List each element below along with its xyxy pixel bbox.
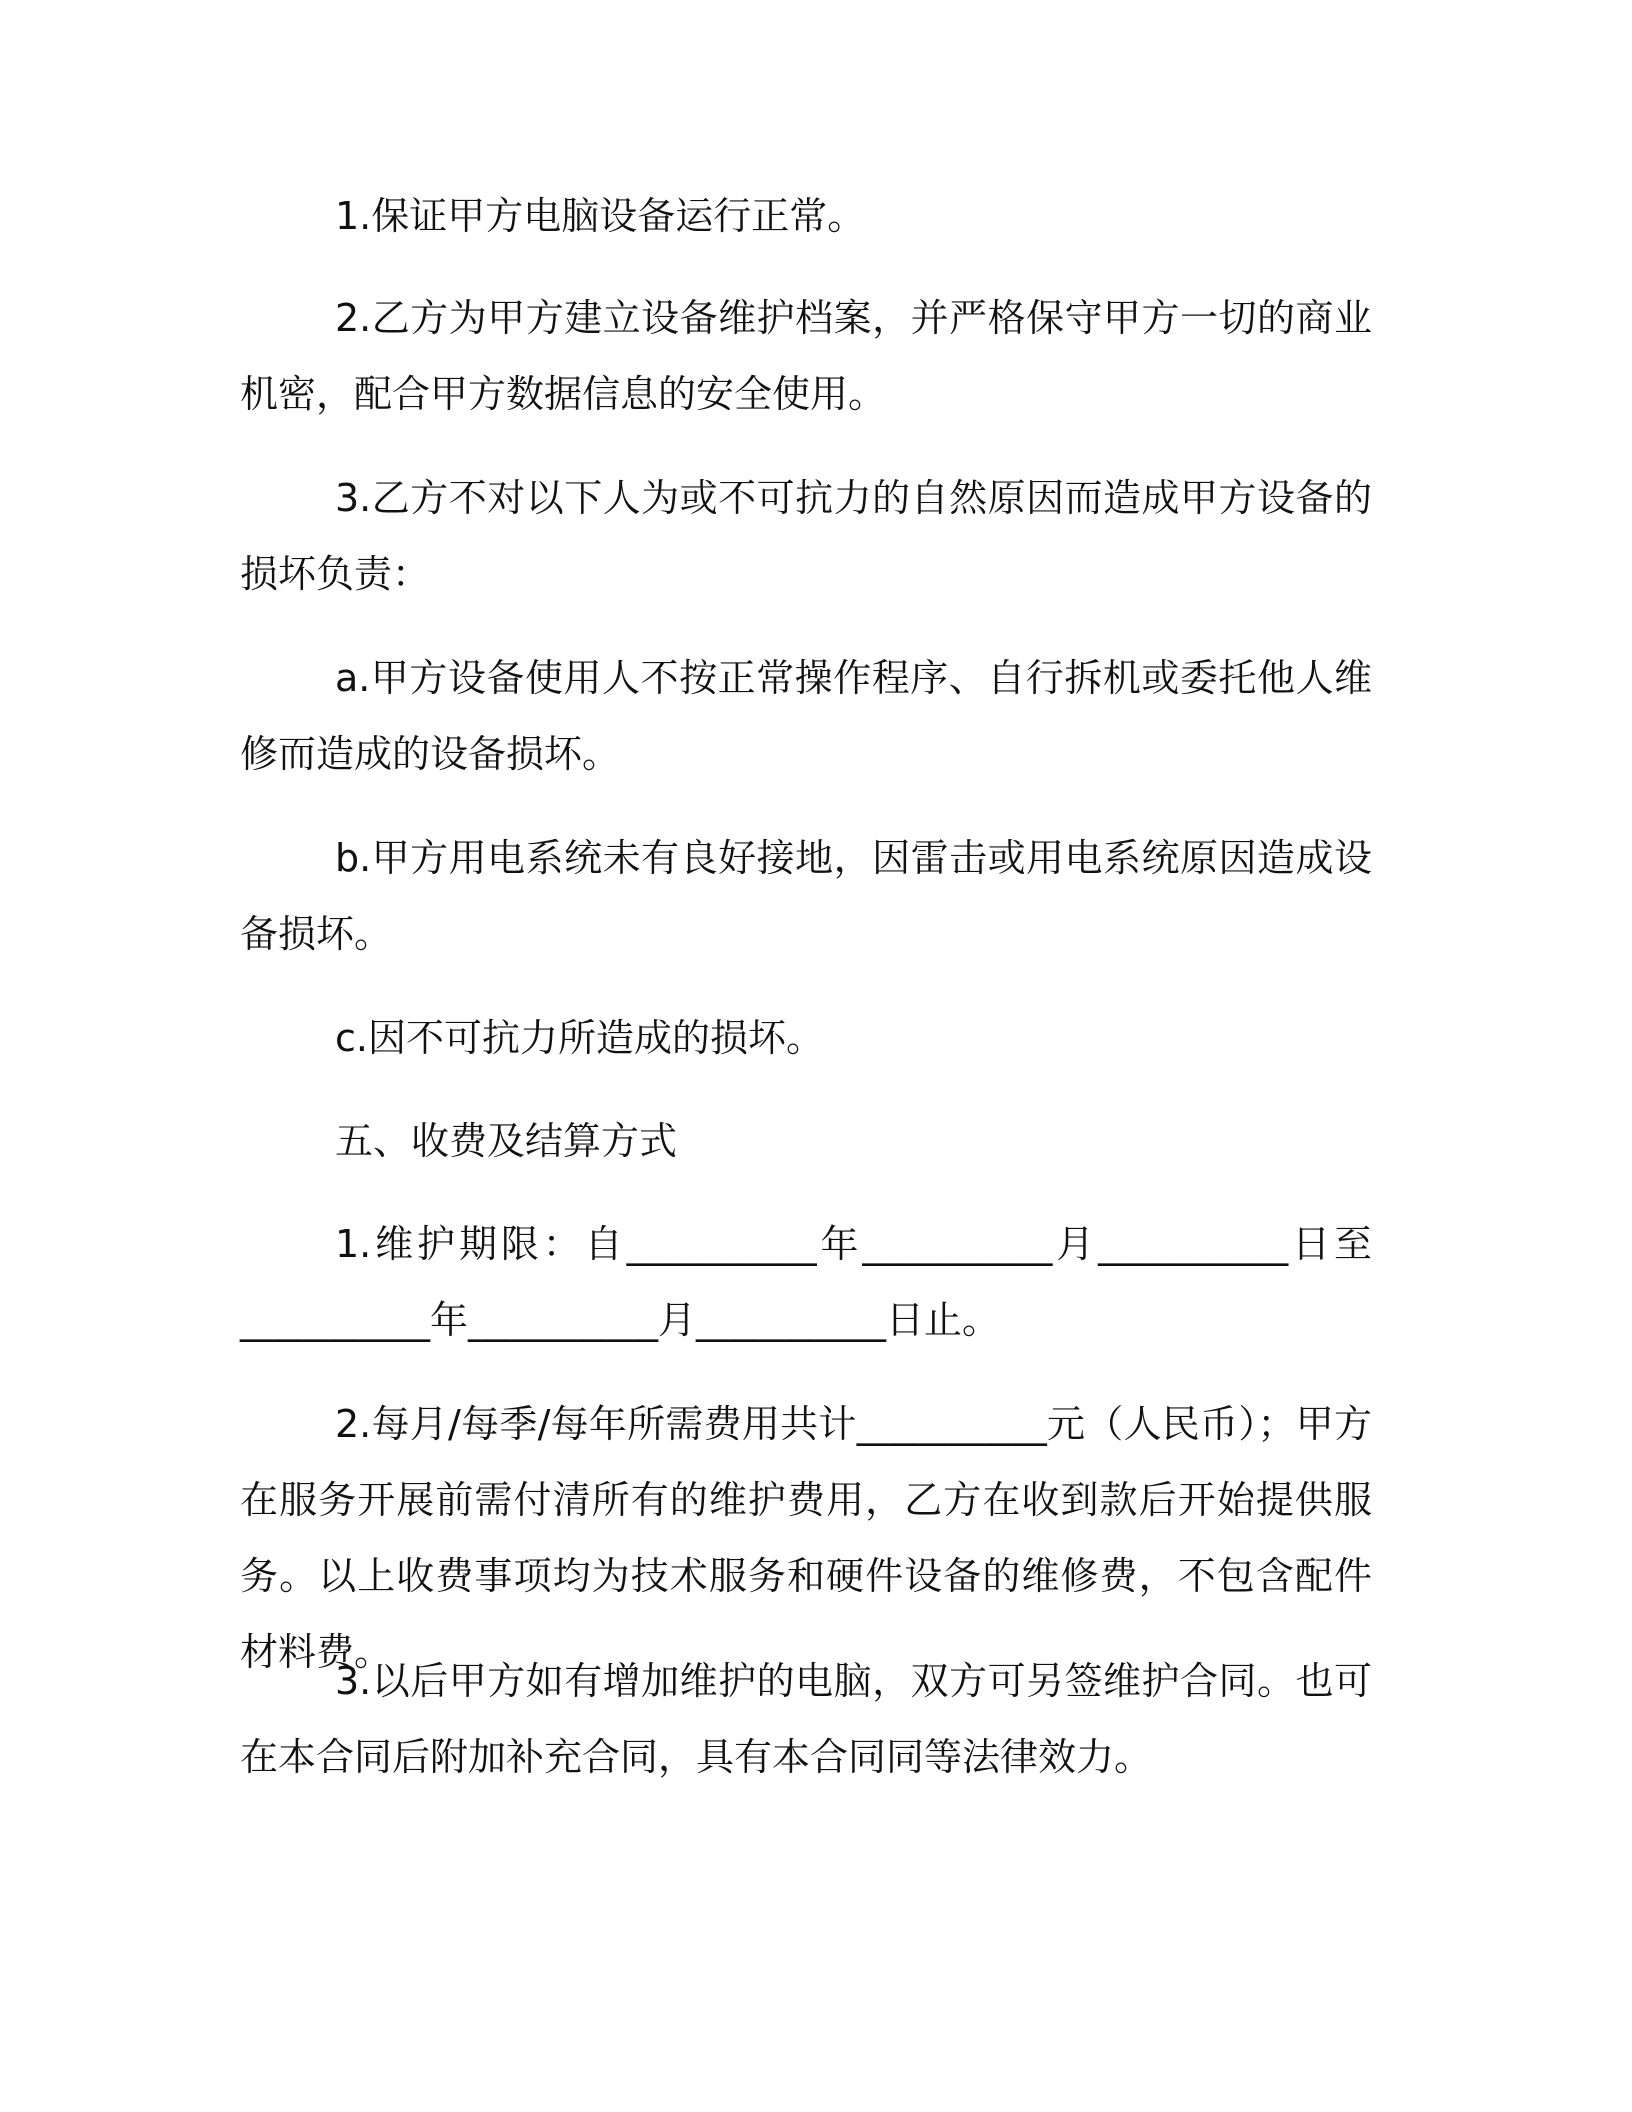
clause-3-paragraph: 3.乙方不对以下人为或不可抗力的自然原因而造成甲方设备的损坏负责： bbox=[240, 476, 1372, 596]
clause-1-paragraph: 1.保证甲方电脑设备运行正常。 bbox=[335, 194, 866, 238]
maintenance-period-paragraph: 1.维护期限：自__________年__________月__________日至__________年__________月__________日止。 bbox=[240, 1222, 1372, 1342]
fee-paragraph: 2.每月/每季/每年所需费用共计__________元（人民币）；甲方在服务开展前需付清所有的维护费用，乙方在收到款后开始提供服务。以上收费事项均为技术服务和硬件设备的维修费，不包含配件材料费。 bbox=[240, 1402, 1372, 1674]
section-five-heading: 五、收费及结算方式 bbox=[335, 1119, 678, 1163]
additional-contract-paragraph: 3.以后甲方如有增加维护的电脑，双方可另签维护合同。也可在本合同后附加补充合同，具有本合同同等法律效力。 bbox=[240, 1659, 1372, 1779]
clause-c-paragraph: c.因不可抗力所造成的损坏。 bbox=[335, 1016, 824, 1060]
clause-a-paragraph: a.甲方设备使用人不按正常操作程序、自行拆机或委托他人维修而造成的设备损坏。 bbox=[240, 656, 1372, 776]
clause-b-paragraph: b.甲方用电系统未有良好接地，因雷击或用电系统原因造成设备损坏。 bbox=[240, 836, 1372, 956]
clause-2-paragraph: 2.乙方为甲方建立设备维护档案，并严格保守甲方一切的商业机密，配合甲方数据信息的安全使用。 bbox=[240, 296, 1372, 416]
